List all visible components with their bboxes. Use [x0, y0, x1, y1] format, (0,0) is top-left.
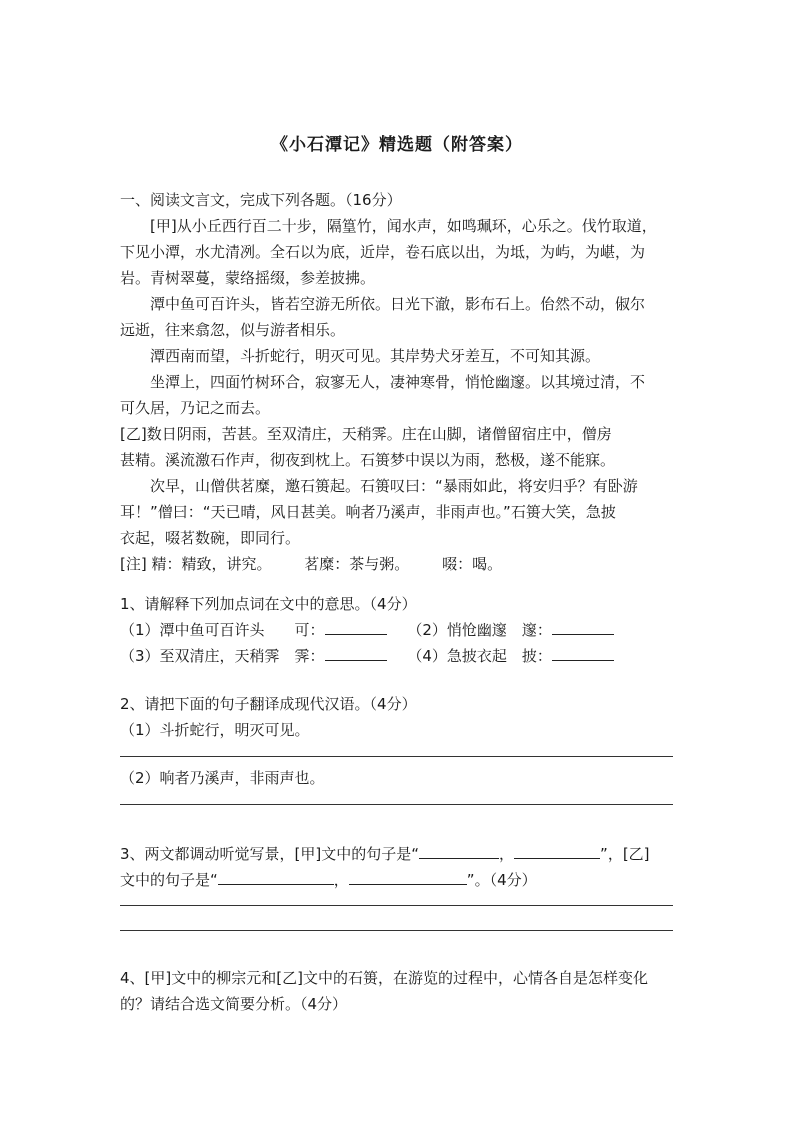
question-2-sentence-2: （2）响者乃溪声，非雨声也。	[120, 769, 325, 787]
passage-yi-line: 甚精。溪流激石作声，彻夜到枕上。石篑梦中误以为雨，愁极，遂不能寐。	[120, 451, 616, 469]
section1-heading: 一、阅读文言文，完成下列各题。（16分）	[120, 191, 402, 209]
notes-line	[120, 554, 680, 574]
answer-line[interactable]	[120, 905, 673, 906]
passage-jia-line: 潭中鱼可百许头，皆若空游无所依。日光下澈，影布石上。佁然不动，俶尔	[150, 295, 646, 313]
answer-blank[interactable]	[514, 844, 600, 859]
q3-text: ”，[乙]	[600, 845, 650, 863]
notes-label: [注]	[120, 555, 147, 573]
q3-text: ，	[333, 871, 349, 889]
note-item: 精：精致，讲究。	[151, 555, 272, 573]
answer-blank[interactable]	[349, 870, 467, 885]
page-title: 《小石潭记》精选题（附答案）	[271, 135, 523, 155]
passage-jia-line: [甲]从小丘西行百二十步，隔篁竹，闻水声，如鸣珮环，心乐之。伐竹取道，	[150, 217, 657, 235]
question-3-line-2	[120, 870, 680, 890]
question-4-line-2: 的？请结合选文简要分析。（4分）	[120, 995, 348, 1013]
question-1-row	[120, 646, 680, 666]
q1-item-4: （4）急披衣起 披：	[407, 647, 552, 665]
question-1-row	[120, 620, 680, 640]
question-2-heading: 2、请把下面的句子翻译成现代汉语。（4分）	[120, 695, 417, 713]
passage-jia-line: 坐潭上，四面竹树环合，寂寥无人，凄神寒骨，悄怆幽邃。以其境过清，不	[150, 373, 646, 391]
note-item: 啜：喝。	[442, 555, 503, 573]
answer-line[interactable]	[120, 804, 673, 805]
question-2-sentence-1: （1）斗折蛇行，明灭可见。	[120, 721, 310, 739]
answer-blank[interactable]	[325, 646, 387, 661]
q1-item-1: （1）潭中鱼可百许头 可：	[120, 621, 325, 639]
passage-yi-line: 耳！”僧曰：“天已晴，风日甚美。响者乃溪声，非雨声也。”石篑大笑，急披	[120, 503, 616, 521]
question-3-line-1	[120, 844, 680, 864]
note-item: 茗糜：茶与粥。	[304, 555, 410, 573]
q3-text: ”。（4分）	[466, 871, 537, 889]
passage-jia-line: 潭西南而望，斗折蛇行，明灭可见。其岸势犬牙差互，不可知其源。	[150, 347, 601, 365]
q1-item-2: （2）悄怆幽邃 邃：	[407, 621, 552, 639]
question-1-heading: 1、请解释下列加点词在文中的意思。（4分）	[120, 595, 417, 613]
answer-blank[interactable]	[218, 870, 334, 885]
passage-jia-line: 可久居，乃记之而去。	[120, 399, 271, 417]
answer-line[interactable]	[120, 756, 673, 757]
answer-blank[interactable]	[552, 646, 614, 661]
answer-blank[interactable]	[552, 620, 614, 635]
answer-blank[interactable]	[419, 844, 499, 859]
passage-yi-line: 衣起，啜茗数碗，即同行。	[120, 529, 301, 547]
q3-text: ，	[499, 845, 515, 863]
passage-jia-line: 下见小潭，水尤清冽。全石以为底，近岸，卷石底以出，为坻，为屿，为嵁，为	[120, 243, 646, 261]
question-4-line-1: 4、[甲]文中的柳宗元和[乙]文中的石篑，在游览的过程中，心情各自是怎样变化	[120, 969, 648, 987]
q3-text: 3、两文都调动听觉写景，[甲]文中的句子是“	[120, 845, 420, 863]
passage-yi-line: [乙]数日阴雨，苦甚。至双清庄，天稍霁。庄在山脚，诸僧留宿庄中，僧房	[120, 425, 612, 443]
passage-jia-line: 岩。青树翠蔓，蒙络摇缀，参差披拂。	[120, 269, 376, 287]
passage-jia-line: 远逝，往来翕忽，似与游者相乐。	[120, 321, 346, 339]
q3-text: 文中的句子是“	[120, 871, 218, 889]
answer-line[interactable]	[120, 930, 673, 931]
passage-yi-line: 次早，山僧供茗糜，邀石篑起。石篑叹曰：“暴雨如此，将安归乎？有卧游	[150, 477, 638, 495]
q1-item-3: （3）至双清庄，天稍霁 霁：	[120, 647, 325, 665]
answer-blank[interactable]	[325, 620, 387, 635]
